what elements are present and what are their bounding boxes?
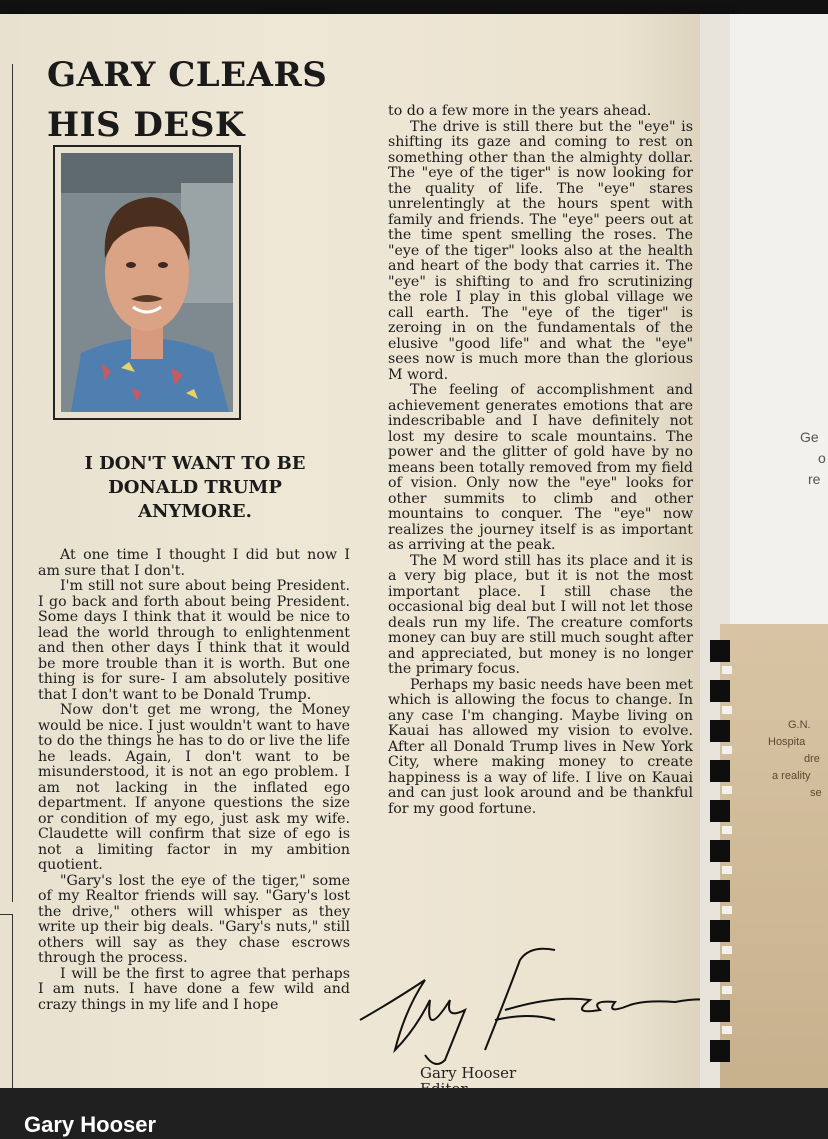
paragraph: I'm still not sure about being President. I go back and forth about being President. Some days I think that it would be nice to lead the world through to enlightenment and then other days I think that it would be more trouble than it is worth. But one thing is for sure- I am absolutely positive that I don't want to be Donald Trump. (38, 578, 350, 703)
paragraph: Perhaps my basic needs have been met which is allowing the focus to change. In any case I'm changing. Maybe living on Kauai has allowed my vision to evolve. After all Donald Trump lives in New York City, where making money to create happiness is a way of life. I live on Kauai and can just look around and be thankful for my good fortune. (388, 676, 693, 817)
headline-line-1: GARY CLEARS (47, 55, 328, 95)
paragraph: At one time I thought I did but now I am sure that I don't. (38, 547, 350, 579)
paragraph: to do a few more in the years ahead. (388, 103, 652, 119)
adjacent-card (720, 624, 828, 1099)
portrait-illustration (61, 153, 233, 412)
paragraph: The M word still has its place and it is a very big place, but it is not the most important place. I still chase the occasional big deal but I will not let those deals run my life. The creature comforts money can buy are still much sought after and appreciated, but money is no longer the primary focus. (388, 552, 693, 677)
adjacent-fragment: re (808, 471, 821, 487)
left-border-rule-lower (0, 914, 13, 1095)
paragraph: Now don't get me wrong, the Money would be nice. I just wouldn't want to have to do the things he has to do or live the life he leads. Again, I don't want to be misunderstood, it is not an ego problem. I am not lacking in the inflated ego department. If anyone questions the size or condition of my ego, just ask my wife. Claudette will confirm that size of ego is not a limiting factor in my ambition quotient. (38, 702, 350, 873)
paragraph: "Gary's lost the eye of the tiger," some of my Realtor friends will say. "Gary's lost the drive," others will whisper as they write up their big deals. "Gary's nuts," still others will say as they chase escrows through the process. (38, 872, 350, 966)
card-fragment: G.N. (788, 719, 811, 731)
paragraph: The feeling of accomplishment and achievement generates emotions that are indescribable and I have definitely not lost my desire to scale mountains. The power and the glitter of gold have by no means been totally removed from my field of vision. Only now the "eye" looks for other summits to climb and other mountains to conquer. The "eye" now realizes the journey itself is as important as arriving at the peak. (388, 382, 693, 553)
author-photo (53, 145, 241, 420)
card-fragment: dre (804, 753, 820, 765)
spiral-binding (708, 640, 734, 1080)
author-photo-image (61, 153, 233, 412)
paragraph: The drive is still there but the "eye" is shifting its gaze and coming to rest on something other than the almighty dollar. The "eye of the tiger" is now looking for the quality of life. The "eye" stares unrelentingly at the hours spent with family and friends. The "eye" peers out at the time spent smelling the roses. The "eye of the tiger" looks also at the health and heart of the body that carries it. The "eye" is shifting to and fro scrutinizing the role I play in this global village we call earth. The "eye of the tiger" is zeroing in on the fundamentals of the elusive "good life" and what the "eye" sees now is much more than the glorious M word. (388, 118, 693, 383)
handwritten-signature (355, 940, 735, 1080)
signature-name: Gary Hooser (420, 1064, 517, 1082)
article-subheading: I DON'T WANT TO BE DONALD TRUMP ANYMORE. (84, 453, 306, 522)
adjacent-fragment: Ge (800, 429, 819, 445)
article-headline (47, 50, 347, 150)
left-border-rule (0, 64, 13, 902)
top-bar (0, 0, 828, 14)
article-column-2 (388, 104, 693, 817)
article-column-1 (38, 548, 350, 1013)
card-fragment: se (810, 787, 822, 799)
image-caption: Gary Hooser (24, 1112, 157, 1137)
card-fragment: Hospita (768, 736, 806, 748)
card-fragment: a reality (772, 770, 811, 782)
adjacent-fragment: o (818, 450, 826, 466)
headline-line-2: HIS DESK (47, 105, 245, 145)
paragraph: I will be the first to agree that perhaps I am nuts. I have done a few wild and crazy things in my life and I hope (38, 965, 350, 1013)
adjacent-paper (730, 14, 828, 624)
